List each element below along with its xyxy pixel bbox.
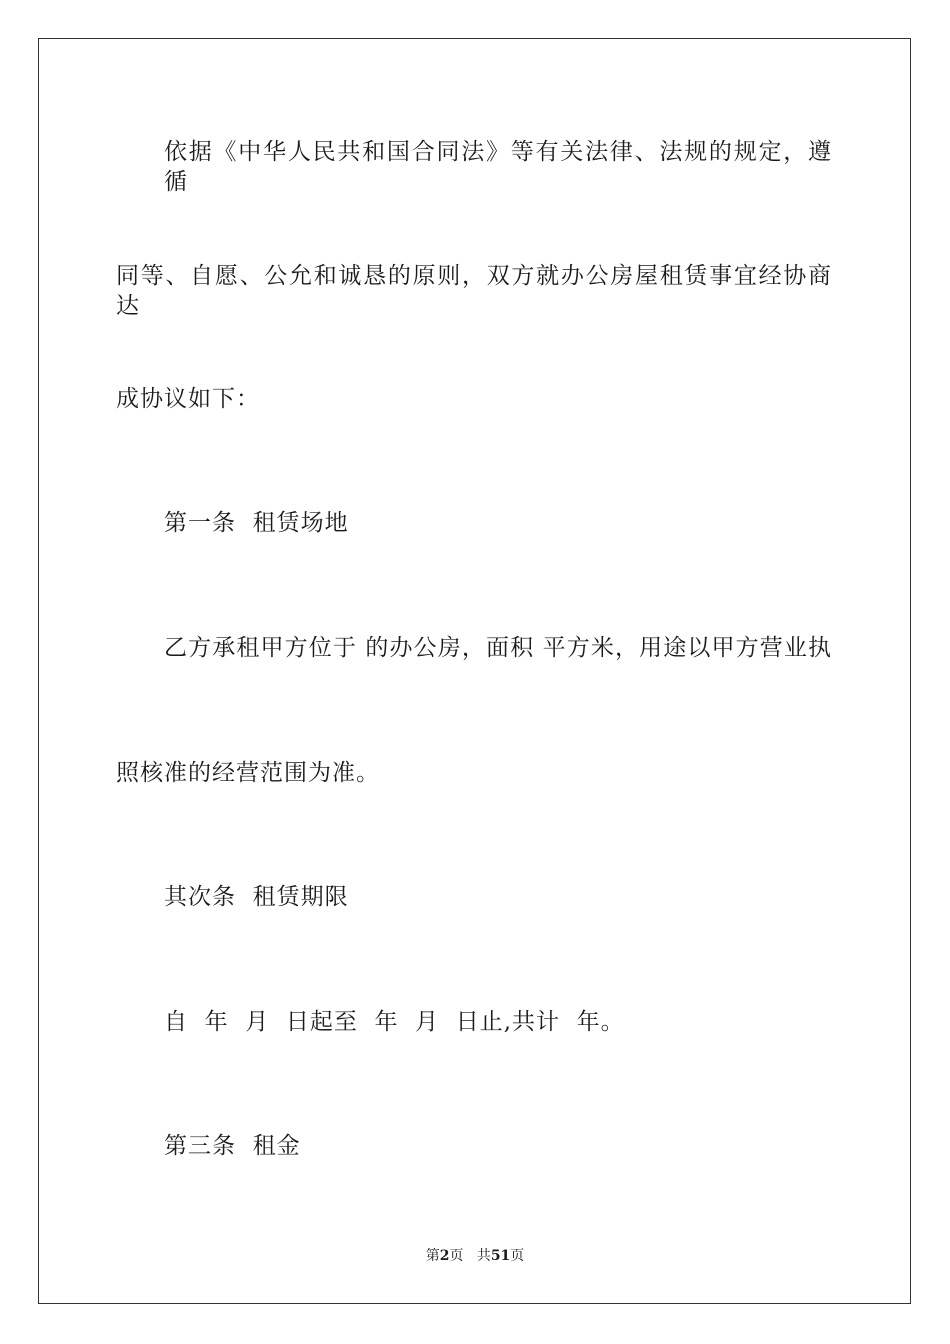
article-2-heading: 其次条 租赁期限 (164, 884, 349, 910)
paragraph-intro-line-2: 同等、自愿、公允和诚恳的原则，双方就办公房屋租赁事宜经协商达 (116, 263, 832, 319)
paragraph-intro-line-1: 依据《中华人民共和国合同法》等有关法律、法规的规定，遵循 (164, 139, 832, 195)
article-2-body: 自 年 月 日起至 年 月 日止,共计 年。 (164, 1009, 625, 1035)
article-1-heading: 第一条 租赁场地 (164, 510, 349, 536)
footer-total-pages: 51 (490, 1248, 511, 1264)
footer-page-prefix: 第 (425, 1248, 440, 1264)
article-1-body-line-2: 照核准的经营范围为准。 (116, 760, 380, 786)
footer-page-suffix: 页 (449, 1248, 464, 1264)
page-footer (0, 1247, 950, 1265)
page-border (38, 38, 911, 1304)
footer-total-prefix: 共 (476, 1248, 491, 1264)
footer-total-suffix: 页 (510, 1248, 525, 1264)
article-3-heading: 第三条 租金 (164, 1133, 301, 1159)
footer-page-number: 2 (439, 1248, 450, 1264)
paragraph-intro-line-3: 成协议如下： (116, 386, 260, 412)
article-1-body-line-1: 乙方承租甲方位于 的办公房，面积 平方米，用途以甲方营业执 (164, 635, 832, 661)
